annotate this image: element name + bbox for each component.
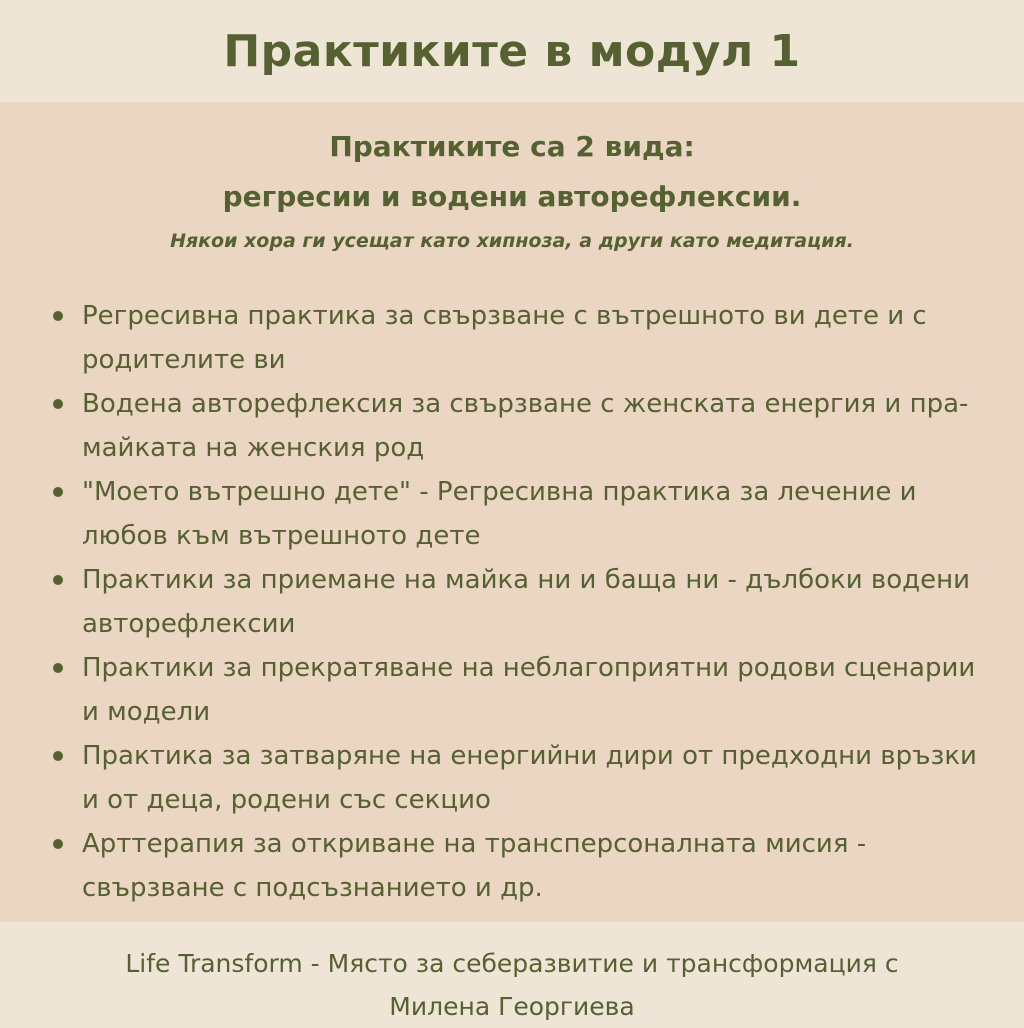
practices-list: [48, 294, 988, 910]
footer-line-1: Life Transform - Място за себеразвитие и трансформация с: [125, 949, 899, 978]
bullet-icon: [53, 487, 63, 497]
list-item-text: Регресивна практика за свързване с вътрешното ви дете и с родителите ви: [82, 301, 927, 375]
list-item-text: Практики за приемане на майка ни и баща ни - дълбоки водени авторефлексии: [82, 565, 971, 639]
intro-note: Някои хора ги усещат като хипноза, а други като медитация.: [170, 230, 854, 252]
list-item-text: Арттерапия за откриване на трансперсоналната мисия - свързване с подсъзнанието и др.: [82, 829, 867, 903]
intro-line-1: Практиките са 2 вида:: [329, 130, 695, 163]
list-item: [48, 734, 988, 822]
list-item-text: Водена авторефлексия за свързване с женската енергия и пра-майката на женския род: [82, 389, 969, 463]
bullet-icon: [53, 575, 63, 585]
list-item: [48, 646, 988, 734]
bullet-icon: [53, 663, 63, 673]
footer-line-2: Милена Георгиева: [389, 992, 635, 1021]
list-item: [48, 470, 988, 558]
list-item: [48, 294, 988, 382]
footer: [0, 922, 1024, 1024]
header: [0, 0, 1024, 102]
bullet-icon: [53, 399, 63, 409]
bullet-icon: [53, 751, 63, 761]
list-item-text: "Моето вътрешно дете" - Регресивна практика за лечение и любов към вътрешното дете: [82, 477, 917, 551]
list-item: [48, 382, 988, 470]
intro-line-2: регресии и водени авторефлексии.: [222, 180, 802, 213]
list-item-text: Практика за затваряне на енергийни дири от предходни връзки и от деца, родени със секцио: [82, 741, 977, 815]
bullet-icon: [53, 311, 63, 321]
page-title: Практиките в модул 1: [223, 25, 801, 77]
bullet-icon: [53, 839, 63, 849]
list-item: [48, 558, 988, 646]
content-panel: [0, 102, 1024, 922]
list-item-text: Практики за прекратяване на неблагоприятни родови сценарии и модели: [82, 653, 976, 727]
list-item: [48, 822, 988, 910]
